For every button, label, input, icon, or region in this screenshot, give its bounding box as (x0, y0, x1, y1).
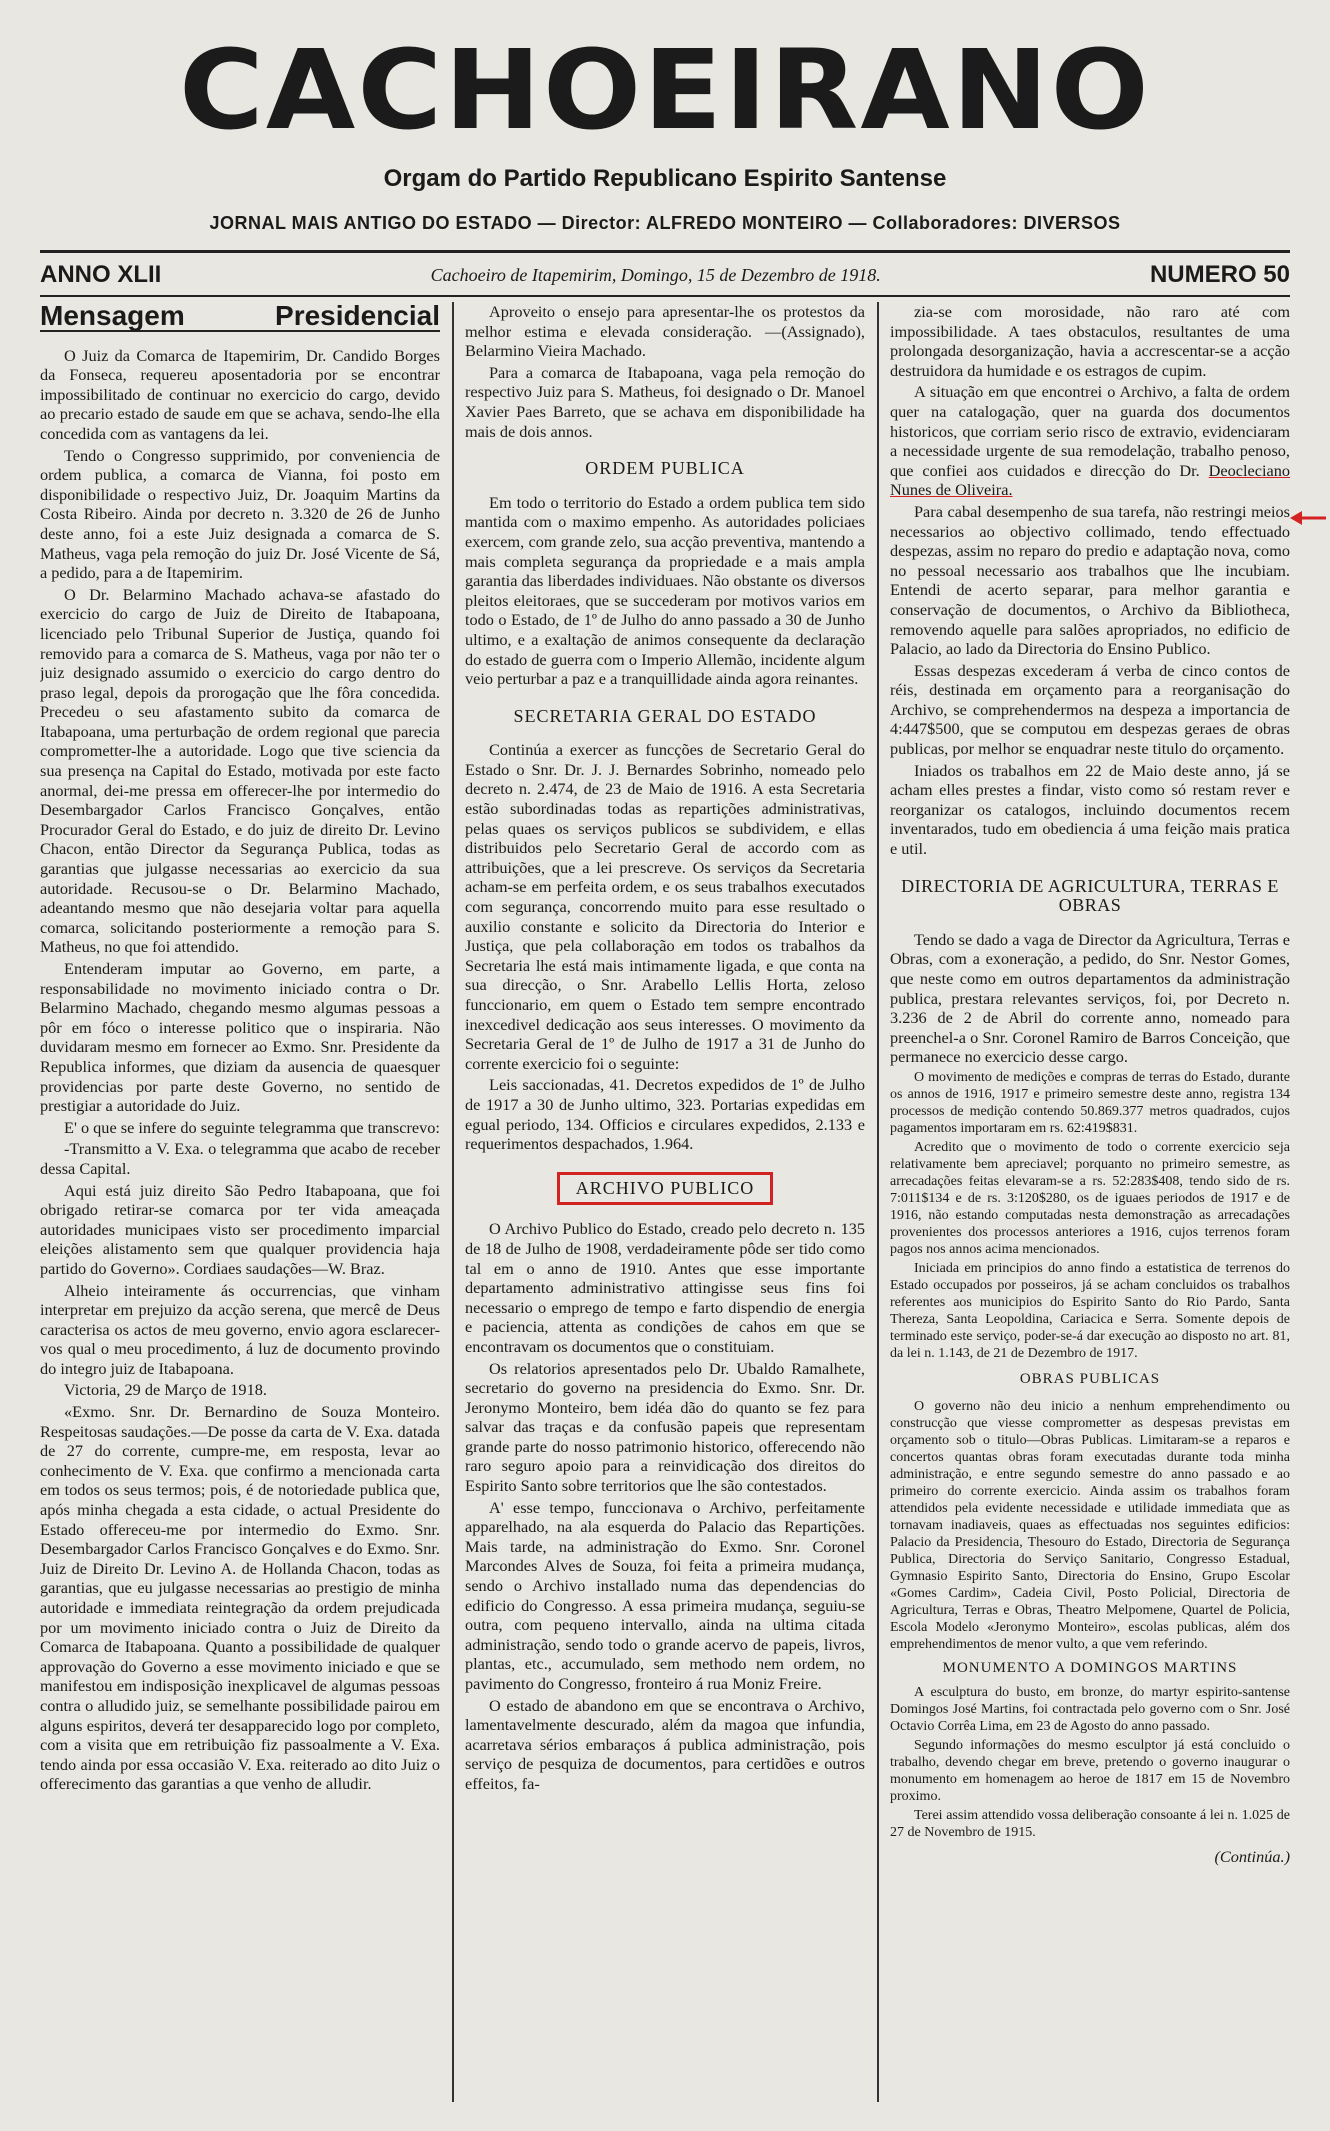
paragraph: Tendo o Congresso supprimido, por conveniencia de ordem publica, a comarca de Vianna, foi posto em disponibilidade o respectivo Juiz, Dr. Joaquim Martins da Costa Ribeiro. Ainda por decreto n. 3.320 de 26 de Junho deste anno, foi a este Juiz designada a comarca de S. Matheus, vaga pela remoção do juiz Dr. José Vicente de Sá, a pedido, para a de Itapemirim. (40, 445, 440, 583)
paragraph: Aproveito o ensejo para apresentar-lhe os protestos da melhor estima e elevada consideração. —(Assignado), Belarmino Vieira Machado. (465, 302, 865, 361)
paragraph: Aqui está juiz direito São Pedro Itabapoana, que foi obrigado retirar-se comarca por ter vida ameaçada autoridades municipaes visto ser procedimento imparcial eleições alistamento sem que qualquer providencia haja partido do Governo». Cordiaes saudações—W. Braz. (40, 1180, 440, 1278)
column-divider (877, 302, 879, 2102)
section-heading-archivo-publico: ARCHIVO PUBLICO (557, 1172, 774, 1206)
paragraph: Os relatorios apresentados pelo Dr. Ubaldo Ramalhete, secretario do governo na presidencia do Exmo. Snr. Dr. Jeronymo Monteiro, bem idéa dão do quanto se fez para salvar das traças e da confusão papeis que representam grande parte do nosso patrimonio historico, offerecendo não raro seguro apoio para a reinvidicação dos direitos do Espirito Santo sobre territorios que lhe são contestados. (465, 1358, 865, 1496)
paragraph: O movimento de medições e compras de terras do Estado, durante os annos de 1916, 1917 e primeiro semestre deste anno, registra 134 processos de medição contendo 50.869.377 metros quadrados, cujos pagamentos importaram em rs. 62:419$831. (890, 1069, 1290, 1136)
article-columns (40, 302, 1290, 2102)
bottom-rule (40, 295, 1290, 297)
paragraph: Iniados os trabalhos em 22 de Maio deste anno, já se acham elles prestes a findar, visto como só restam rever e reorganizar os catalogos, incluindo documentos recem inventarados, tudo em obediencia á uma feição mais pratica e util. (890, 760, 1290, 859)
paragraph: Alheio inteiramente ás occurrencias, que vinham interpretar em prejuizo da acção serena, que mercê de Deus caracterisa os actos de meu governo, envio agora esclarecer-vos qual o meu procedimento, á luz de documento provindo do integro juiz de Itabapoana. (40, 1280, 440, 1378)
heading-word: Presidencial (275, 302, 440, 331)
paragraph: Acredito que o movimento de todo o corrente exercicio seja relativamente bem apreciavel; porquanto no primeiro semestre, as arrecadações feitas elevaram-se a rs. 52:283$408, tendo sido de rs. 7:011$134 e de rs. 3:120$280, os de iguaes periodos de 1917 e de 1916, não estando computadas nesta demonstração as arrecadações provenientes dos processos anteriores a 1916, cujos terrenos foram pagos nos annos acima mencionados. (890, 1139, 1290, 1257)
paragraph: Iniciada em principios do anno findo a estatistica de terrenos do Estado occupados por posseiros, já se acham concluidos os trabalhos referentes aos municipios do Espirito Santo do Rio Pardo, Santa Thereza, Santa Leopoldina, Cariacica e Serra. Somente depois de terminado este serviço, poder-se-á dar execução ao disposto no art. 81, da lei n. 1.143, de 21 de Dezembro de 1917. (890, 1260, 1290, 1361)
paragraph: Terei assim attendido vossa deliberação consoante á lei n. 1.025 de 27 de Novembro de 1915. (890, 1808, 1290, 1841)
paragraph: Entenderam imputar ao Governo, em parte, a responsabilidade no movimento iniciado contra o Dr. Belarmino Machado, chegando mesmo algumas pessoas a pôr em fóco o interesse politico que o inspiraria. Não duvidaram mesmo em fornecer ao Exmo. Snr. Presidente da Republica informes, que diziam da ausencia de quaesquer providencias por parte deste Governo, no sentido de prestigiar a autoridade do Juiz. (40, 959, 440, 1116)
heading-word: Mensagem (40, 302, 185, 331)
section-heading-obras-publicas: OBRAS PUBLICAS (1019, 1370, 1161, 1387)
column-2 (465, 302, 865, 2102)
paragraph: -Transmitto a V. Exa. o telegramma que acabo de receber dessa Capital. (40, 1139, 440, 1178)
paragraph: O estado de abandono em que se encontrava o Archivo, lamentavelmente descurado, além da magoa que infundia, acarretava sérios embaraços á publica administração, pois serviço de pesquiza de documentos, para certidões e outros effeitos, fa- (465, 1695, 865, 1793)
arrow-left-icon (1290, 508, 1328, 528)
paragraph: Em todo o territorio do Estado a ordem publica tem sido mantida com o maximo empenho. As autoridades policiaes exercem, com grande zelo, sua acção preventiva, mantendo a mais completa segurança da propriedade e a mais ampla garantia das liberdades individuaes. Não obstante os diversos pleitos eleitoraes, que se succederam por motivos varios em todo o Estado, de 1º de Julho do anno passado a 30 de Junho ultimo, e a exaltação de animos consequente da declaração do estado de guerra com o Imperio Allemão, incidente algum veio perturbar a paz e a tranquillidade ainda agora reinantes. (465, 492, 865, 689)
top-rule (40, 250, 1290, 253)
section-heading-archivo-wrap (465, 1172, 865, 1206)
paragraph: E' o que se infere do seguinte telegramma que transcrevo: (64, 1117, 440, 1137)
paragraph: O Archivo Publico do Estado, creado pelo decreto n. 135 de 18 de Julho de 1908, verdadeiramente pôde ser tido como tal em o anno de 1910. Antes que esse importante departamento administrativo attingisse seus fins foi necessario o emprego de tempo e farto dispendio de energia e paciencia, attenta as condições de cahos em que se encontravam os documentos que o constituiam. (465, 1219, 865, 1356)
section-heading-secretaria: SECRETARIA GERAL DO ESTADO (513, 705, 817, 726)
column-divider (452, 302, 454, 2102)
paragraph: zia-se com morosidade, não raro até com impossibilidade. A taes obstaculos, resultantes de uma prolongada desorganização, havia a accrescentar-se a acção destruidora da humidade e os estragos de cupim. (890, 302, 1290, 380)
paragraph: A esculptura do busto, em bronze, do martyr espirito-santense Domingos José Martins, foi contractada pelo governo com o Snr. José Octavio Corrêa Lima, em 23 de Agosto do anno passado. (890, 1685, 1290, 1735)
section-heading-mensagem (40, 302, 440, 332)
masthead-title: CACHOEIRANO (179, 26, 1151, 154)
paragraph: Segundo informações do mesmo esculptor já está concluido o trabalho, devendo chegar em breve, pretendo o governo inaugurar o monumento em homenagem ao heroe de 1817 em 15 de Novembro proximo. (890, 1738, 1290, 1805)
paragraph: O governo não deu inicio a nenhum emprehendimento ou construcção que viesse comprometter as despesas previstas em orçamento sob o titulo—Obras Publicas. Limitaram-se a reparos e concertos quantas obras foram executadas durante toda minha administração, e entre segundo semestre do anno passado e ao primeiro do corrente exercicio. Ainda assim os trabalhos foram attendidos pela evidente necessidade e utilidade immediata que as tornavam inadiaveis, quaes as effectuadas nos seguintes edificios: Palacio da Presidencia, Thesouro do Estado, Directoria de Segurança Publica, Directoria do Serviço Sanitario, Congresso Estadual, Gymnasio Espirito Santo, Directoria do Ensino, Grupo Escolar «Gomes Cardim», Cadeia Civil, Posto Policial, Directoria de Agricultura, Terras e Obras, Theatro Melpomene, Quartel de Policia, Escola Modelo «Jeronymo Monteiro», escolas publicas, além dos emprehendimentos de menor vulto, a que vem referindo. (890, 1398, 1290, 1652)
paragraph: Para a comarca de Itabapoana, vaga pela remoção do respectivo Juiz para S. Matheus, foi designado o Dr. Manoel Xavier Paes Barreto, que se achava em disponibilidade ha mais de dois annos. (465, 362, 865, 441)
masthead-tagline: JORNAL MAIS ANTIGO DO ESTADO — Director: ALFREDO MONTEIRO — Collaboradores: DIVERSOS (209, 213, 1121, 233)
masthead-subtitle: Orgam do Partido Republicano Espirito Santense (383, 165, 947, 192)
paragraph: Victoria, 29 de Março de 1918. (64, 1380, 267, 1400)
dateline: Cachoeiro de Itapemirim, Domingo, 15 de Dezembro de 1918. (430, 264, 881, 285)
paragraph: Continúa a exercer as funcções de Secretario Geral do Estado o Snr. Dr. J. J. Bernardes Sobrinho, nomeado pelo decreto n. 2.474, de 23 de Maio de 1916. A esta Secretaria estão subordinadas todas as repartições administrativas, pelas quaes os serviços publicos se subdividem, e ellas distribuidos pelo Secretario Geral de accordo com as attribuições, que a lei prescreve. Os serviços da Secretaria acham-se em perfeita ordem, e os seus trabalhos executados com segurança, concorrendo muito para esse resultado o auxilio constante e solicito da Directoria do Interior e Justiça, que pela collaboração em todos os trabalhos da Secretaria lhe está mais intimamente ligada, e que conta na sua direcção, o Snr. Arabello Lellis Horta, zeloso funccionario, em quem o Estado tem sempre encontrado inexcedivel dedicação aos seus interesses. O movimento da Secretaria Geral de 1º de Julho de 1917 a 31 de Junho do corrente exercicio foi o seguinte: (465, 740, 865, 1073)
paragraph: Tendo se dado a vaga de Director da Agricultura, Terras e Obras, com a exoneração, a pedido, do Snr. Nestor Gomes, que neste como em outros departamentos da administração publica, prestara relevantes serviços, foi, por Decreto n. 3.236 de 2 de Abril do corrente anno, nomeado para preenchel-a o Snr. Coronel Ramiro de Barros Conceição, que permanece no exercicio desse cargo. (890, 929, 1290, 1067)
paragraph: Para cabal desempenho de sua tarefa, não restringi meios necessarios ao objectivo collimado, tendo effectuado despezas, assim no reparo do predio e adaptação nova, como no pessoal necessario aos trabalhos que lhe incubiam. Entendi de acerto separar, para melhor garantia e conservação de documentos, o Archivo da Bibliotheca, removendo aquelle para salões apropriados, no edificio de Palacio, ao lado da Directoria do Ensino Publico. (890, 501, 1290, 659)
paragraph: O Juiz da Comarca de Itapemirim, Dr. Candido Borges da Fonseca, requereu aposentadoria por se encontrar impossibilitado de continuar no exercicio do cargo, devido ao precario estado de saude em que se achava, sendo-lhe ella concedida com as vantagens da lei. (40, 345, 440, 443)
issue-info-bar (40, 255, 1290, 295)
column-1 (40, 302, 440, 2102)
section-heading-ordem-publica: ORDEM PUBLICA (585, 458, 745, 479)
issue-volume: ANNO XLII (40, 261, 162, 288)
paragraph: Leis saccionadas, 41. Decretos expedidos de 1º de Julho de 1917 a 30 de Junho ultimo, 323. Portarias expedidas em egual periodo, 134. Officios e circulares expedidos, 2.133 e requerimentos despachados, 1.964. (465, 1075, 865, 1154)
column-3 (890, 302, 1290, 2102)
section-heading-monumento: MONUMENTO A DOMINGOS MARTINS (942, 1659, 1238, 1676)
newspaper-page (40, 26, 1290, 2110)
paragraph: O Dr. Belarmino Machado achava-se afastado do exercicio do cargo de Juiz de Direito de Itabapoana, licenciado pelo Tribunal Superior de Justiça, quando foi removido para a comarca de S. Matheus, vaga por não ter o juiz designado assumido o exercicio do cargo dentro do praso legal, depois da prorogação que lhe fôra concedida. Precedeu o seu afastamento subito da comarca de Itabapoana, uma perturbação de ordem regional que parecia comprometter-lhe a autoridade. Logo que tive sciencia da sua presença na Capital do Estado, motivada por este facto anormal, dei-me pressa em offerecer-lhe por intermedio do Desembargador Carlos Francisco Gonçalves, então Procurador Geral do Estado, e do juiz de direito Dr. Levino Chacon, então Director da Segurança Publica, todas as garantias que julgasse necessarias ao exercicio da sua autoridade. Recusou-se o Dr. Belarmino Machado, adeantando mesmo que não desejaria voltar para aquella comarca, solicitando posteriormente a remoção para S. Matheus, no que foi attendido. (40, 584, 440, 957)
paragraph: «Exmo. Snr. Dr. Bernardino de Souza Monteiro. Respeitosas saudações.—De posse da carta de V. Exa. datada de 27 do corrente, cumpre-me, em resposta, levar ao conhecimento de V. Exa. que confirmo a mencionada carta em todos os seus termos; pois, é de notoriedade publica que, após minha chegada a esta cidade, o actual Presidente do Estado offereceu-me por intermedio do Exmo. Snr. Desembargador Carlos Francisco Gonçalves e do Exmo. Snr. Juiz de Direito Dr. Levino A. de Hollanda Chacon, todas as garantias, que eu julgasse necessarias ao prestigio de minha autoridade e immediata reintegração da ordem prejudicada por um movimento iniciado contra o Juiz de Direito da Comarca de Itabapoana. Quanto a possibilidade de qualquer approvação do Governo a esse movimento iniciado e que se manifestou em indisposição inexplicavel de algumas pessoas contra o alludido juiz, se semelhante possibilidade pairou em alguns espiritos, deverá ter desapparecido logo por completo, com a visita que em retribuição fiz passoalmente a V. Exa. tendo ainda por essa occasião V. Exa. reiterado ao dito Juiz o offerecimento das garantias a que venho de alludir. (40, 1402, 440, 1794)
paragraph-text: A situação em que encontrei o Archivo, a falta de ordem quer na catalogação, quer na guarda dos documentos historicos, que corriam serio risco de extravio, evidenciaram a necessidade urgente de sua remodelação, trabalho penoso, que confiei aos cuidados e direcção do Dr. (890, 382, 1290, 480)
paragraph: A' esse tempo, funccionava o Archivo, perfeitamente apparelhado, na ala esquerda do Palacio das Repartições. Mais tarde, na administração do Exmo. Snr. Coronel Marcondes Alves de Souza, foi feita a primeira mudança, sendo o Archivo installado numa das dependencias do edificio do Congresso. A essa primeira mudança, seguiu-se outra, com pequeno intervallo, ainda na ultima citada administração, sendo todo o grande acervo de papeis, livros, plantas, etc., accumulado, sem methodo nem ordem, no pavimento do Congresso, fronteiro á rua Moniz Freire. (465, 1497, 865, 1693)
highlighted-name: Deocleciano Nunes de Oliveira. (890, 460, 1290, 500)
paragraph: Essas despezas excederam á verba de cinco contos de réis, destinada em orçamento para a reorganisação do Archivo, se comprehendermos na despeza a importancia de 4:447$500, que se computou em despezas geraes de obras publicas, por melhor se enquadrar neste titulo do orçamento. (890, 660, 1290, 759)
section-heading-agricultura: DIRECTORIA DE AGRICULTURA, TERRAS E OBRAS (901, 875, 1279, 916)
paragraph (890, 382, 1290, 500)
issue-number: NUMERO 50 (1149, 261, 1290, 288)
continua-note: (Continúa.) (1214, 1847, 1290, 1867)
